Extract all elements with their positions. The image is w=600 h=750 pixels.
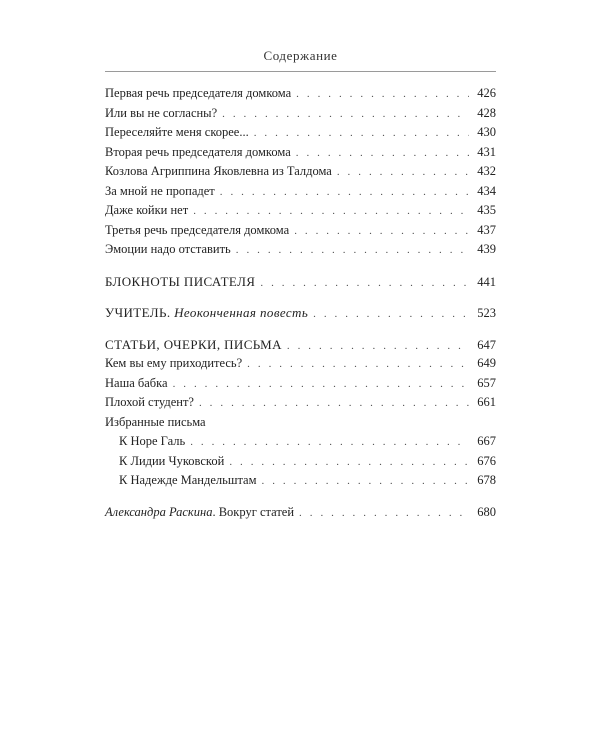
toc-entry-title: Или вы не согласны? [105,105,218,120]
toc-entry-page: 439 [477,242,496,256]
toc-entry[interactable] [105,221,496,241]
dot-leader [199,394,469,414]
toc-section-title: СТАТЬИ, ОЧЕРКИ, ПИСЬМА [105,336,282,352]
dot-leader [299,504,469,524]
toc-entry-title: За мной не пропадет [105,183,215,198]
dot-leader [294,222,469,242]
toc-entry[interactable] [105,201,496,221]
dot-leader [260,274,469,294]
toc-entry-page: 434 [477,183,496,198]
toc-entry-page: 649 [477,356,496,370]
toc-section-articles[interactable] [105,335,496,355]
afterword-title: . Вокруг статей [212,504,295,519]
toc-entry-title: Наша бабка [105,375,168,390]
header-rule [105,71,496,72]
toc-entry-page: 661 [477,395,496,409]
teacher-subtitle: Неоконченная повесть [174,305,309,320]
dot-leader [229,453,469,473]
toc-entry-page: 657 [477,375,496,390]
toc-entry[interactable] [105,471,496,491]
dot-leader [296,85,469,105]
toc-entry-title: Эмоции надо отставить [105,242,231,256]
toc-entry-page: 431 [477,144,496,159]
toc-section-notebooks[interactable] [105,272,496,292]
toc-entry[interactable] [105,182,496,202]
running-header: Содержание [263,48,338,63]
table-of-contents [105,84,496,522]
afterword-author: Александра Раскина [105,504,213,519]
toc-entry-page: 432 [477,164,496,178]
dot-leader [190,433,469,453]
toc-entry[interactable] [105,354,496,374]
toc-entry[interactable] [105,452,496,472]
toc-section-page: 441 [477,274,496,289]
teacher-title: УЧИТЕЛЬ. [105,305,171,320]
toc-entry[interactable] [105,123,496,143]
toc-entry-page: 437 [477,222,496,237]
toc-entry[interactable] [105,104,496,124]
dot-leader [193,202,469,222]
toc-entry-page: 430 [477,125,496,139]
section-gap [105,491,496,503]
dot-leader [287,337,469,357]
toc-entry[interactable] [105,432,496,452]
toc-entry-title: Козлова Агриппина Яковлевна из Талдома [105,164,332,178]
toc-entry[interactable] [105,143,496,163]
dot-leader [313,305,469,325]
toc-section-page: 647 [477,337,496,352]
toc-entry[interactable] [105,374,496,394]
toc-entry-title: Даже койки нет [105,203,189,217]
toc-entry-title: Вторая речь председателя домкома [105,144,291,159]
dot-leader [173,375,469,395]
toc-entry-title: Первая речь председателя домкома [105,86,292,100]
toc-entry-page: 428 [477,105,496,120]
dot-leader [337,163,469,183]
toc-entry-title: К Норе Галь [119,434,186,448]
toc-entry[interactable] [105,84,496,104]
dot-leader [220,183,469,203]
dot-leader [247,355,469,375]
toc-section-title: БЛОКНОТЫ ПИСАТЕЛЯ [105,273,256,289]
toc-entry-page: 426 [477,86,496,100]
toc-entry-title: К Надежде Мандельштам [119,473,257,487]
dot-leader [296,144,469,164]
toc-section-teacher[interactable] [105,303,496,323]
toc-entry-page: 678 [477,473,496,487]
toc-entry[interactable] [105,393,496,413]
section-gap [105,260,496,272]
toc-entry-page: 676 [477,453,496,468]
toc-entry-title: Плохой студент? [105,395,194,409]
toc-entry-page: 667 [477,434,496,448]
toc-entry-title: Кем вы ему приходитесь? [105,356,243,370]
toc-afterword[interactable] [105,503,496,523]
toc-entry-title: Переселяйте меня скорее... [105,125,249,139]
toc-entry-page: 680 [477,504,496,519]
toc-entry-title: Третья речь председателя домкома [105,222,290,237]
toc-entry[interactable] [105,240,496,260]
toc-subheading-letters: Избранные письма [105,414,206,429]
dot-leader [236,241,469,261]
toc-section-title [105,303,308,323]
toc-entry-title [105,503,294,523]
toc-entry-title: К Лидии Чуковской [119,453,225,468]
toc-section-page: 523 [477,306,496,320]
toc-entry[interactable] [105,162,496,182]
dot-leader [222,105,469,125]
dot-leader [254,124,469,144]
dot-leader [262,472,469,492]
toc-entry-page: 435 [477,203,496,217]
